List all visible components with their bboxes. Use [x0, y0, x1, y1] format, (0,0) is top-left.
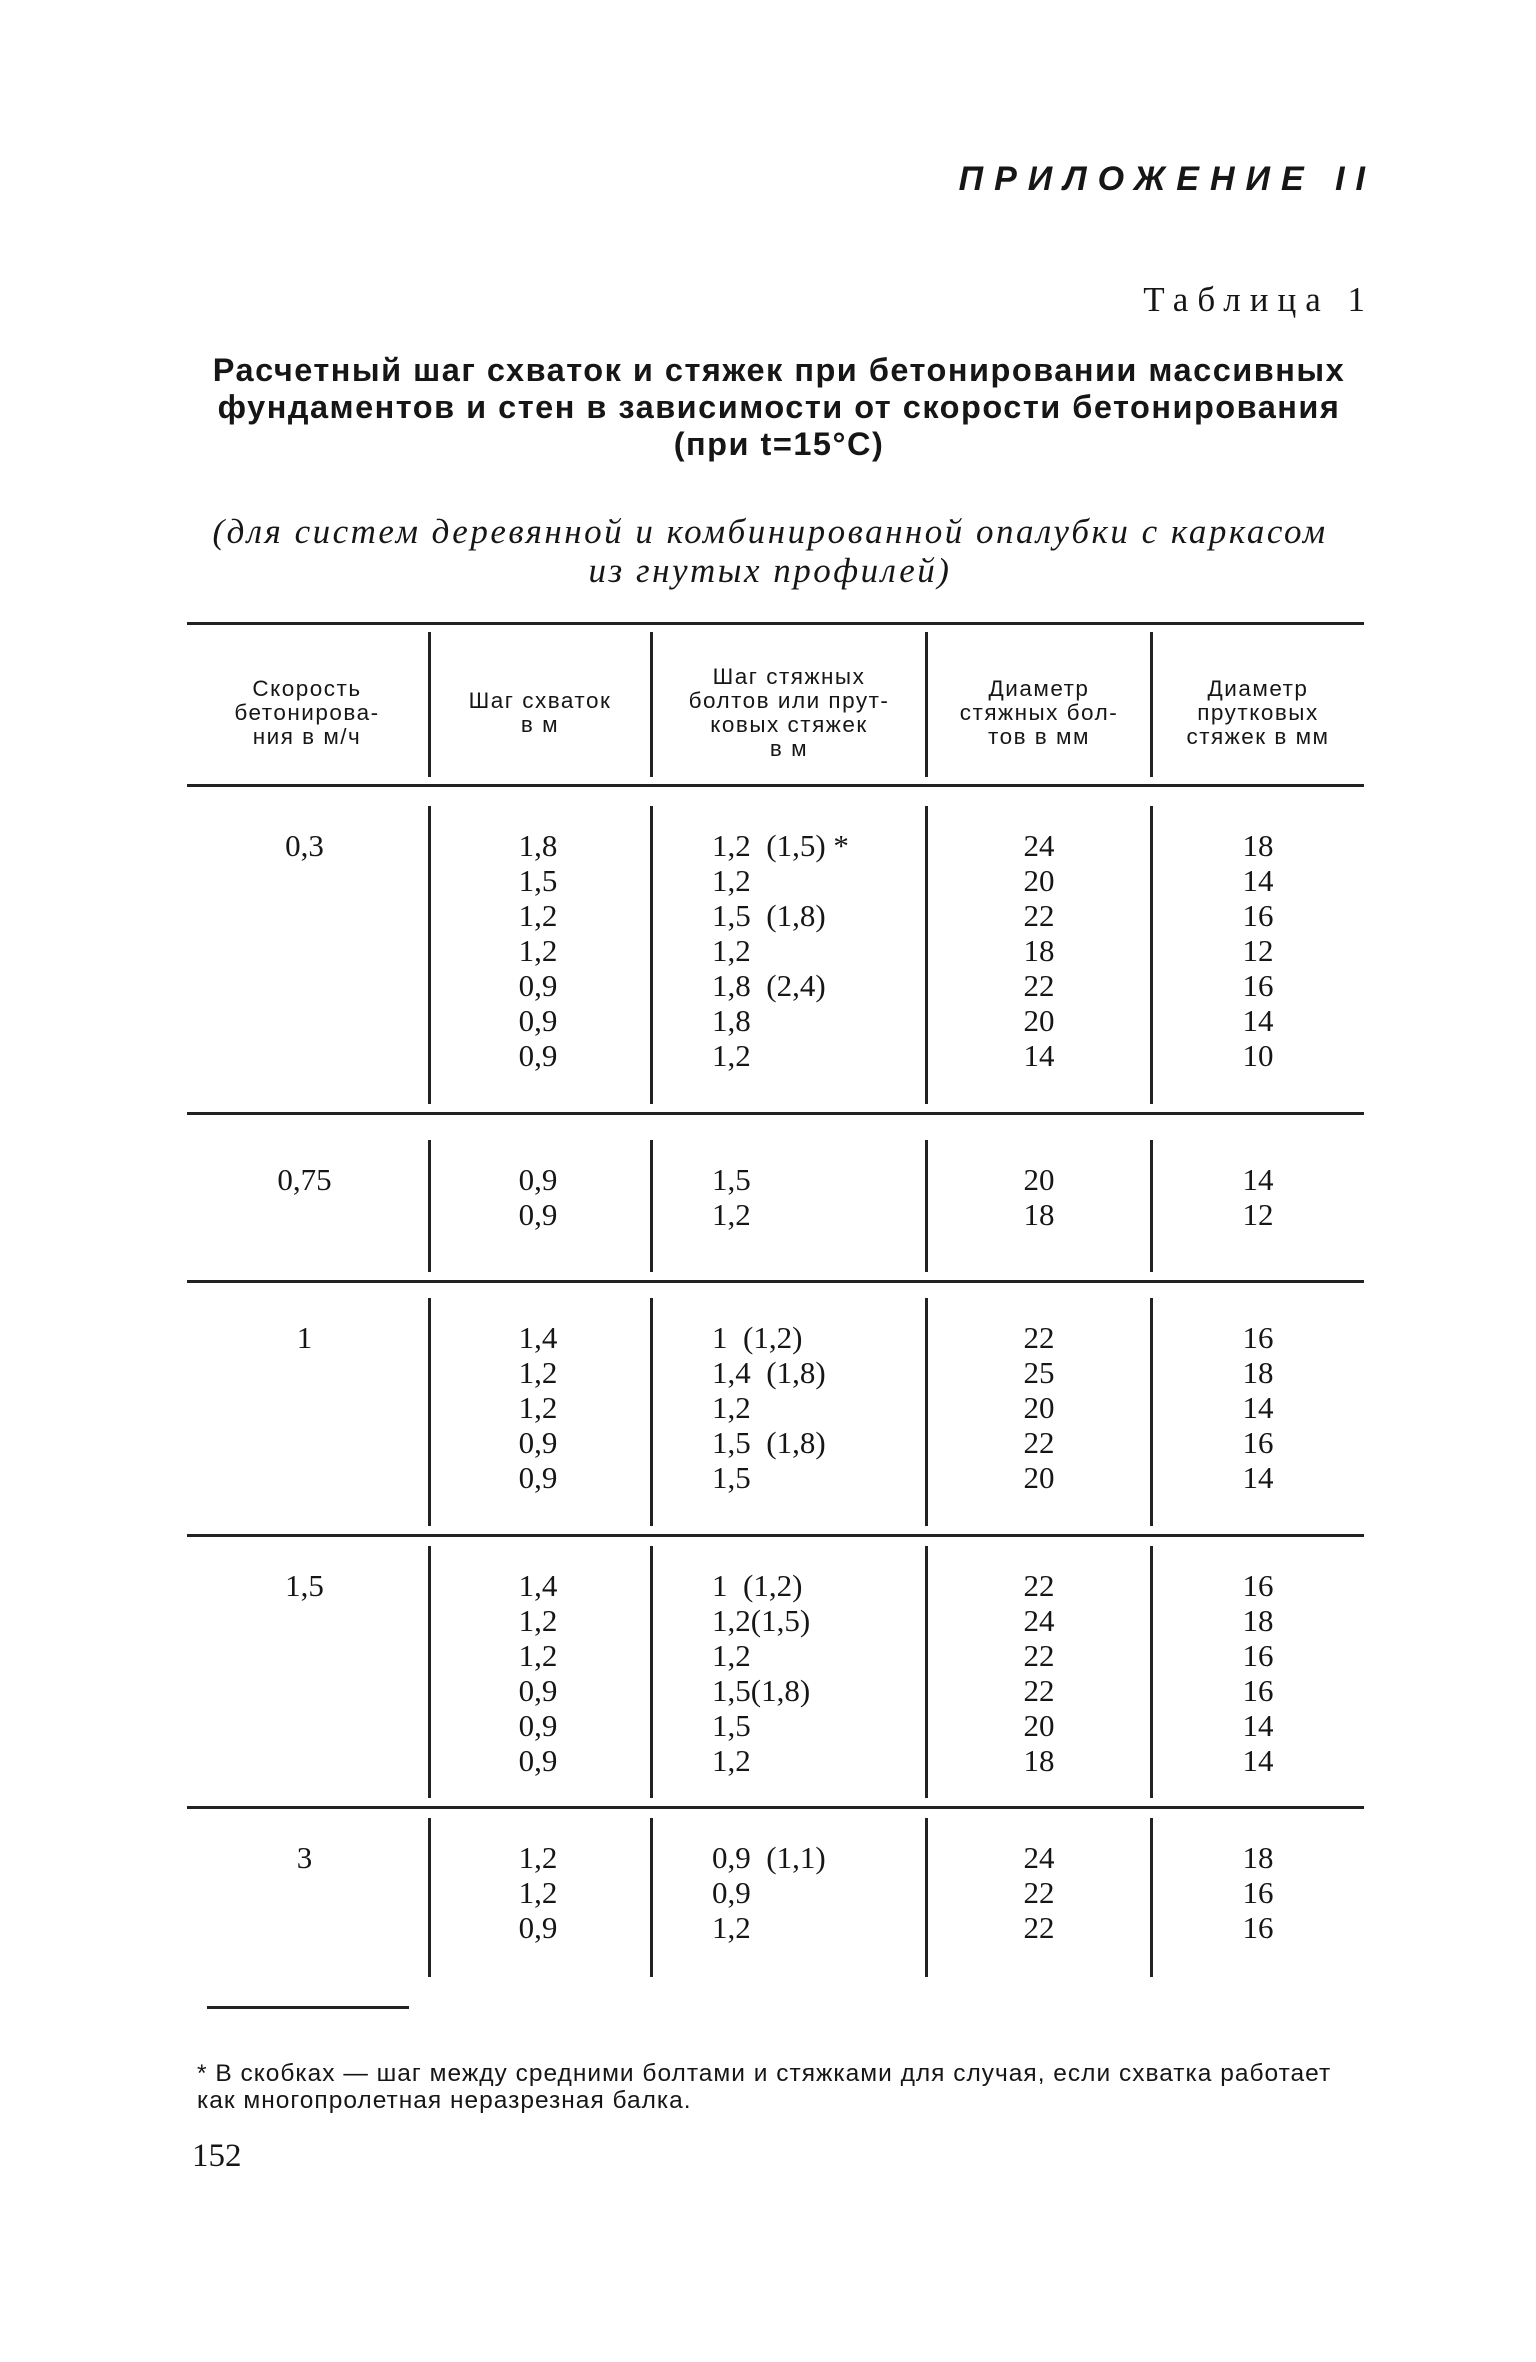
- cell-value: 14: [1023, 1038, 1055, 1073]
- cell-value: 1,5 (1,8): [712, 898, 826, 933]
- bolt-diameter-cell: [928, 828, 1150, 1073]
- col-rule-2: [650, 1298, 653, 1526]
- header-bottom-rule: [187, 784, 1364, 787]
- cell-value: 0,9: [518, 968, 558, 1003]
- bolt-step-cell: [712, 1568, 922, 1778]
- col-rule-4: [1150, 632, 1153, 777]
- cell-value: 1,2: [712, 1390, 751, 1425]
- appendix-label: ПРИЛОЖЕНИЕ II: [958, 160, 1376, 198]
- cell-value: 16: [1242, 1875, 1274, 1910]
- cell-value: 18: [1242, 1355, 1274, 1390]
- cell-value: 0,9: [518, 1162, 558, 1197]
- cell-value: 0,9: [518, 1743, 558, 1778]
- table-title: Расчетный шаг схваток и стяжек при бетонировании массивных фундаментов и стен в зависимости от скорости бетонирования (при t=15°C): [212, 352, 1346, 462]
- cell-value: 1,4: [518, 1568, 558, 1603]
- cell-value: 1,2: [518, 1390, 558, 1425]
- cell-value: 14: [1242, 1390, 1274, 1425]
- cell-value: 1,2: [712, 1638, 751, 1673]
- cell-value: 1 (1,2): [712, 1320, 803, 1355]
- cell-value: 16: [1242, 1910, 1274, 1945]
- cell-value: 1,5: [518, 863, 558, 898]
- cell-value: 1,2: [518, 1840, 558, 1875]
- cell-value: 1,5: [712, 1708, 751, 1743]
- cell-value: 18: [1242, 828, 1274, 863]
- cell-value: 20: [1023, 1708, 1055, 1743]
- cell-value: 22: [1023, 1425, 1055, 1460]
- cell-value: 10: [1242, 1038, 1274, 1073]
- group-separator: [187, 1534, 1364, 1537]
- cell-value: 22: [1023, 1568, 1055, 1603]
- cell-value: 1,2: [518, 898, 558, 933]
- speed-cell: [187, 1162, 422, 1197]
- cell-value: 18: [1023, 1743, 1055, 1778]
- bolt-diameter-cell: [928, 1320, 1150, 1495]
- cell-value: 0,9: [518, 1708, 558, 1743]
- cell-value: 1,2: [712, 863, 751, 898]
- cell-value: 0,9: [712, 1875, 751, 1910]
- bolt-step-cell: [712, 1162, 922, 1232]
- cell-value: 1,2: [712, 1910, 751, 1945]
- cell-value: 16: [1242, 898, 1274, 933]
- clamp-step-cell: [428, 1162, 648, 1232]
- cell-value: 16: [1242, 1425, 1274, 1460]
- cell-value: 0,9: [518, 1038, 558, 1073]
- speed-value: 0,75: [277, 1162, 332, 1197]
- header-rod-diameter: Диаметр прутковых стяжек в мм: [1186, 675, 1330, 749]
- rod-diameter-cell: [1152, 1320, 1364, 1495]
- cell-value: 22: [1023, 1673, 1055, 1708]
- cell-value: 1,5 (1,8): [712, 1425, 826, 1460]
- cell-value: 1,2: [518, 1638, 558, 1673]
- speed-cell: [187, 1320, 422, 1355]
- bolt-step-cell: [712, 828, 922, 1073]
- clamp-step-cell: [428, 1320, 648, 1495]
- cell-value: 1,2: [712, 1743, 751, 1778]
- cell-value: 14: [1242, 863, 1274, 898]
- cell-value: 16: [1242, 1568, 1274, 1603]
- cell-value: 24: [1023, 1603, 1055, 1638]
- table-top-rule: [187, 622, 1364, 625]
- header-bolt-diameter: Диаметр стяжных бол- тов в мм: [959, 675, 1119, 749]
- bolt-diameter-cell: [928, 1840, 1150, 1945]
- cell-value: 14: [1242, 1162, 1274, 1197]
- cell-value: 1,5(1,8): [712, 1673, 811, 1708]
- cell-value: 22: [1023, 898, 1055, 933]
- cell-value: 24: [1023, 1840, 1055, 1875]
- rod-diameter-cell: [1152, 1840, 1364, 1945]
- cell-value: 16: [1242, 1673, 1274, 1708]
- bolt-diameter-cell: [928, 1162, 1150, 1232]
- cell-value: 0,9: [518, 1197, 558, 1232]
- cell-value: 22: [1023, 1910, 1055, 1945]
- cell-value: 20: [1023, 1390, 1055, 1425]
- speed-value: 0,3: [285, 828, 324, 863]
- cell-value: 16: [1242, 968, 1274, 1003]
- col-rule-1: [428, 632, 431, 777]
- speed-cell: [187, 1840, 422, 1875]
- speed-value: 3: [296, 1840, 313, 1875]
- rod-diameter-cell: [1152, 828, 1364, 1073]
- cell-value: 18: [1023, 933, 1055, 968]
- cell-value: 20: [1023, 1162, 1055, 1197]
- rod-diameter-cell: [1152, 1162, 1364, 1232]
- cell-value: 22: [1023, 1320, 1055, 1355]
- cell-value: 1,2: [518, 1603, 558, 1638]
- page-number: 152: [192, 2138, 242, 2174]
- speed-cell: [187, 1568, 422, 1603]
- speed-value: 1,5: [285, 1568, 324, 1603]
- cell-value: 1,2: [518, 1875, 558, 1910]
- cell-value: 0,9: [518, 1425, 558, 1460]
- cell-value: 0,9: [518, 1910, 558, 1945]
- cell-value: 20: [1023, 1460, 1055, 1495]
- cell-value: 22: [1023, 1875, 1055, 1910]
- cell-value: 1,8 (2,4): [712, 968, 826, 1003]
- col-rule-2: [650, 1818, 653, 1977]
- cell-value: 1,2(1,5): [712, 1603, 811, 1638]
- cell-value: 20: [1023, 1003, 1055, 1038]
- cell-value: 1,2: [518, 933, 558, 968]
- cell-value: 1,4: [518, 1320, 558, 1355]
- cell-value: 1,5: [712, 1162, 751, 1197]
- cell-value: 18: [1023, 1197, 1055, 1232]
- cell-value: 0,9 (1,1): [712, 1840, 826, 1875]
- cell-value: 14: [1242, 1460, 1274, 1495]
- table-subtitle: (для систем деревянной и комбинированной опалубки с каркасом из гнутых профилей): [212, 512, 1328, 590]
- cell-value: 25: [1023, 1355, 1055, 1390]
- cell-value: 0,9: [518, 1460, 558, 1495]
- cell-value: 1,2 (1,5) *: [712, 828, 849, 863]
- cell-value: 16: [1242, 1320, 1274, 1355]
- header-bolt-step: Шаг стяжных болтов или прут- ковых стяжек в м: [688, 663, 890, 761]
- cell-value: 12: [1242, 933, 1274, 968]
- cell-value: 18: [1242, 1840, 1274, 1875]
- cell-value: 22: [1023, 1638, 1055, 1673]
- cell-value: 1,2: [712, 1038, 751, 1073]
- group-separator: [187, 1112, 1364, 1115]
- col-rule-3: [925, 632, 928, 777]
- cell-value: 14: [1242, 1708, 1274, 1743]
- cell-value: 22: [1023, 968, 1055, 1003]
- cell-value: 16: [1242, 1638, 1274, 1673]
- clamp-step-cell: [428, 1840, 648, 1945]
- cell-value: 0,9: [518, 1003, 558, 1038]
- bolt-step-cell: [712, 1320, 922, 1495]
- header-speed: Скорость бетонирова- ния в м/ч: [234, 675, 380, 749]
- cell-value: 1,2: [712, 1197, 751, 1232]
- cell-value: 14: [1242, 1003, 1274, 1038]
- cell-value: 1,8: [518, 828, 558, 863]
- col-rule-2: [650, 806, 653, 1104]
- cell-value: 1,2: [712, 933, 751, 968]
- cell-value: 1,8: [712, 1003, 751, 1038]
- cell-value: 12: [1242, 1197, 1274, 1232]
- group-separator: [187, 1806, 1364, 1809]
- group-separator: [187, 1280, 1364, 1283]
- col-rule-2: [650, 632, 653, 777]
- cell-value: 20: [1023, 863, 1055, 898]
- header-clamp-step: Шаг схваток в м: [468, 687, 612, 737]
- cell-value: 1,2: [518, 1355, 558, 1390]
- bolt-diameter-cell: [928, 1568, 1150, 1778]
- cell-value: 1 (1,2): [712, 1568, 803, 1603]
- speed-value: 1: [296, 1320, 313, 1355]
- cell-value: 14: [1242, 1743, 1274, 1778]
- clamp-step-cell: [428, 828, 648, 1073]
- bolt-step-cell: [712, 1840, 922, 1945]
- table-number: Таблица 1: [1143, 280, 1374, 319]
- cell-value: 24: [1023, 828, 1055, 863]
- cell-value: 18: [1242, 1603, 1274, 1638]
- col-rule-2: [650, 1140, 653, 1272]
- footnote: * В скобках — шаг между средними болтами и стяжками для случая, если схватка работает как многопролетная неразрезная балка.: [197, 2060, 1332, 2114]
- cell-value: 0,9: [518, 1673, 558, 1708]
- clamp-step-cell: [428, 1568, 648, 1778]
- rod-diameter-cell: [1152, 1568, 1364, 1778]
- footnote-rule: [207, 2006, 409, 2009]
- speed-cell: [187, 828, 422, 863]
- cell-value: 1,4 (1,8): [712, 1355, 826, 1390]
- cell-value: 1,5: [712, 1460, 751, 1495]
- col-rule-2: [650, 1546, 653, 1798]
